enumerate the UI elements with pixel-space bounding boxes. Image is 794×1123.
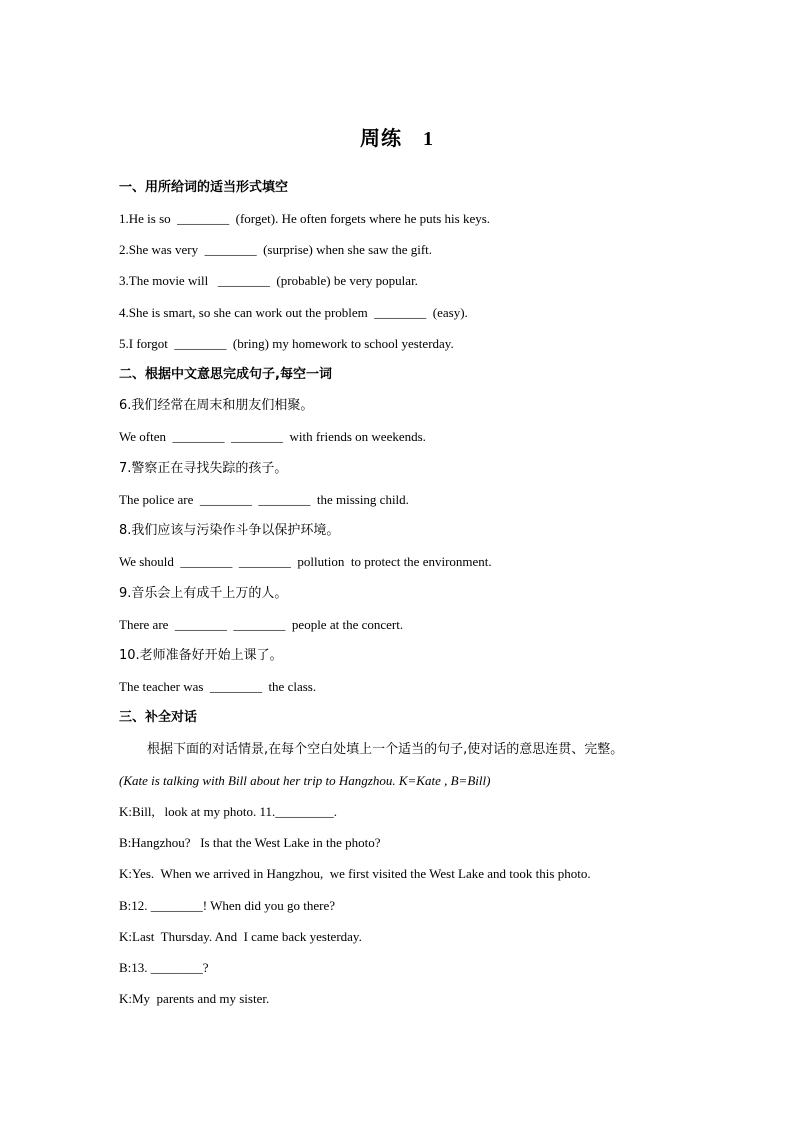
section3-heading: 三、补全对话 — [119, 710, 198, 725]
page-title: 周练 1 — [360, 128, 434, 150]
question-8-english: We should ________ ________ pollution to protect the environment. — [119, 554, 492, 569]
question-2: 2.She was very ________ (surprise) when she saw the gift. — [119, 242, 433, 257]
dialogue-line-1: K:Bill, look at my photo. 11._________. — [119, 804, 337, 819]
section1-heading: 一、用所给词的适当形式填空 — [119, 180, 289, 195]
question-10-chinese: 10.老师准备好开始上课了。 — [119, 648, 283, 663]
dialogue-context: (Kate is talking with Bill about her trip to Hangzhou. K=Kate , B=Bill) — [119, 773, 491, 788]
question-1: 1.He is so ________ (forget). He often forgets where he puts his keys. — [119, 211, 491, 226]
dialogue-line-6: B:13. ________? — [119, 960, 209, 975]
question-3: 3.The movie will ________ (probable) be very popular. — [119, 273, 418, 288]
question-10-english: The teacher was ________ the class. — [119, 679, 317, 694]
dialogue-line-4: B:12. ________! When did you go there? — [119, 898, 336, 913]
dialogue-line-2: B:Hangzhou? Is that the West Lake in the photo? — [119, 835, 381, 850]
question-9-chinese: 9.音乐会上有成千上万的人。 — [119, 586, 288, 601]
question-7-chinese: 7.警察正在寻找失踪的孩子。 — [119, 461, 288, 476]
section2-heading: 二、根据中文意思完成句子,每空一词 — [119, 367, 332, 382]
section3-instruction: 根据下面的对话情景,在每个空白处填上一个适当的句子,使对话的意思连贯、完整。 — [147, 742, 624, 757]
question-8-chinese: 8.我们应该与污染作斗争以保护环境。 — [119, 523, 340, 538]
dialogue-line-5: K:Last Thursday. And I came back yesterday. — [119, 929, 362, 944]
question-4: 4.She is smart, so she can work out the problem ________ (easy). — [119, 305, 468, 320]
question-9-english: There are ________ ________ people at the concert. — [119, 617, 404, 632]
question-6-english: We often ________ ________ with friends on weekends. — [119, 429, 426, 444]
question-5: 5.I forgot ________ (bring) my homework to school yesterday. — [119, 336, 454, 351]
dialogue-line-3: K:Yes. When we arrived in Hangzhou, we first visited the West Lake and took this photo. — [119, 866, 591, 881]
question-6-chinese: 6.我们经常在周末和朋友们相聚。 — [119, 398, 314, 413]
dialogue-line-7: K:My parents and my sister. — [119, 991, 270, 1006]
question-7-english: The police are ________ ________ the missing child. — [119, 492, 409, 507]
